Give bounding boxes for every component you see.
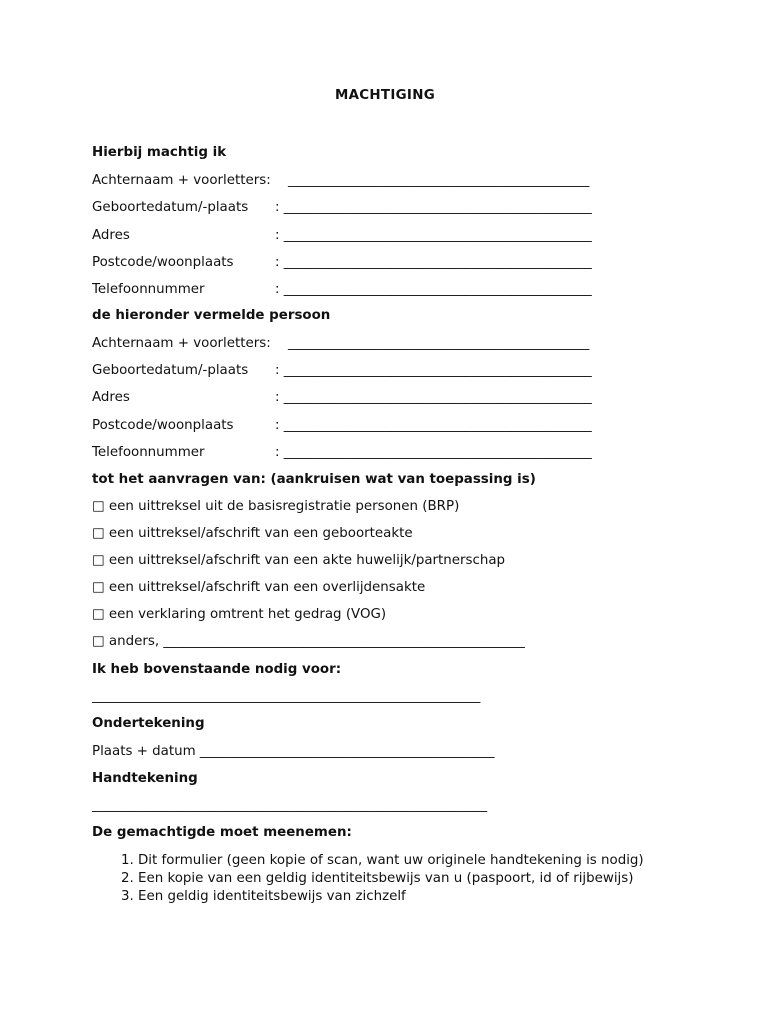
field-blank-line[interactable]: : ______________________________________________: [275, 255, 592, 270]
checkbox-option-anders[interactable]: □ anders, ______________________________________________________: [92, 634, 525, 649]
field-label: Telefoonnummer: [92, 282, 205, 297]
purpose-blank-line[interactable]: __________________________________________________________: [92, 689, 481, 704]
field-blank-line[interactable]: : ______________________________________________: [275, 363, 592, 378]
checkbox-option-huwelijk[interactable]: □ een uittreksel/afschrift van een akte huwelijk/partnerschap: [92, 553, 506, 568]
handtekening-heading: Handtekening: [92, 771, 198, 786]
field-row-telefoon-1: [92, 281, 652, 299]
checkbox-option-geboorteakte[interactable]: □ een uittreksel/afschrift van een geboorteakte: [92, 526, 413, 541]
list-item: 2. Een kopie van een geldig identiteitsbewijs van u (paspoort, id of rijbewijs): [138, 870, 723, 888]
field-label: Telefoonnummer: [92, 445, 205, 460]
field-label: Postcode/woonplaats: [92, 418, 234, 433]
bring-heading: De gemachtigde moet meenemen:: [92, 825, 352, 840]
field-label: Adres: [92, 390, 130, 405]
checkbox-option-brp[interactable]: □ een uittreksel uit de basisregistratie personen (BRP): [92, 499, 460, 514]
field-row-adres-1: [92, 227, 652, 245]
field-row-geboorte-2: [92, 362, 652, 380]
bring-list: [92, 852, 723, 906]
field-label: Postcode/woonplaats: [92, 255, 234, 270]
field-row-postcode-1: [92, 254, 652, 272]
field-label: Achternaam + voorletters:: [92, 173, 271, 188]
field-blank-line[interactable]: _____________________________________________: [288, 173, 590, 188]
list-item: 1. Dit formulier (geen kopie of scan, want uw originele handtekening is nodig): [138, 852, 723, 870]
field-row-adres-2: [92, 389, 652, 407]
field-blank-line[interactable]: : ______________________________________________: [275, 200, 592, 215]
checkbox-option-overlijdensakte[interactable]: □ een uittreksel/afschrift van een overlijdensakte: [92, 580, 426, 595]
purpose-heading: Ik heb bovenstaande nodig voor:: [92, 662, 342, 677]
field-blank-line[interactable]: : ______________________________________________: [275, 390, 592, 405]
field-row-achternaam-1: [92, 172, 652, 190]
place-date-field[interactable]: Plaats + datum ____________________________________________: [92, 744, 495, 759]
field-label: Adres: [92, 228, 130, 243]
field-row-geboorte-1: [92, 199, 652, 217]
field-blank-line[interactable]: _____________________________________________: [288, 336, 590, 351]
checkbox-option-vog[interactable]: □ een verklaring omtrent het gedrag (VOG): [92, 607, 387, 622]
field-blank-line[interactable]: : ______________________________________________: [275, 445, 592, 460]
field-blank-line[interactable]: : ______________________________________________: [275, 418, 592, 433]
field-row-telefoon-2: [92, 444, 652, 462]
signature-blank-line[interactable]: ___________________________________________________________: [92, 798, 488, 813]
section-heading-gemachtigde: de hieronder vermelde persoon: [92, 308, 331, 323]
list-item: 3. Een geldig identiteitsbewijs van zichzelf: [138, 888, 723, 906]
section-heading-machtiger: Hierbij machtig ik: [92, 145, 227, 160]
field-label: Geboortedatum/-plaats: [92, 363, 249, 378]
field-blank-line[interactable]: : ______________________________________________: [275, 228, 592, 243]
field-row-achternaam-2: [92, 335, 652, 353]
field-label: Geboortedatum/-plaats: [92, 200, 249, 215]
field-label: Achternaam + voorletters:: [92, 336, 271, 351]
field-blank-line[interactable]: : ______________________________________________: [275, 282, 592, 297]
page-title: MACHTIGING: [334, 88, 435, 103]
section-heading-aanvragen: tot het aanvragen van: (aankruisen wat van toepassing is): [92, 472, 536, 487]
signature-heading: Ondertekening: [92, 716, 205, 731]
field-row-postcode-2: [92, 417, 652, 435]
